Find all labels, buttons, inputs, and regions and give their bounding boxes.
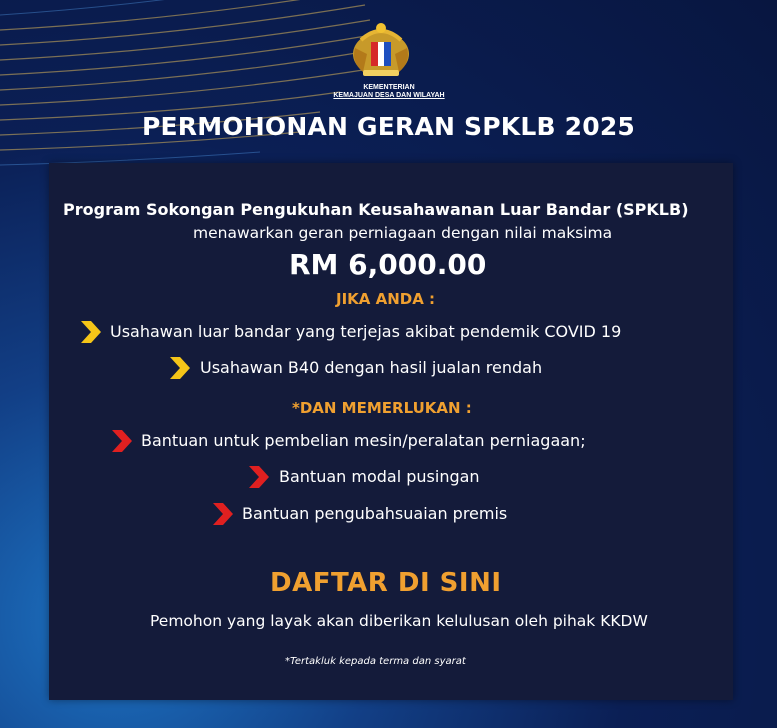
offer-text: menawarkan geran perniagaan dengan nilai maksima: [193, 224, 613, 242]
terms-note: *Tertakluk kepada terma dan syarat: [285, 656, 466, 667]
chevron-right-icon: [247, 466, 271, 488]
program-name: Program Sokongan Pengukuhan Keusahawanan Luar Bandar (SPKLB): [63, 200, 689, 219]
grant-amount: RM 6,000.00: [289, 248, 487, 281]
chevron-right-icon: [168, 357, 192, 379]
needs-item: Bantuan untuk pembelian mesin/peralatan perniagaan;: [141, 431, 586, 450]
eligibility-item: Usahawan B40 dengan hasil jualan rendah: [200, 358, 543, 377]
approval-note: Pemohon yang layak akan diberikan kelulusan oleh pihak KKDW: [150, 612, 648, 630]
ministry-crest-logo: [349, 18, 413, 82]
ministry-line-1: KEMENTERIAN: [363, 84, 415, 91]
needs-item: Bantuan pengubahsuaian premis: [242, 504, 508, 523]
needs-item: Bantuan modal pusingan: [279, 467, 480, 486]
chevron-right-icon: [110, 430, 134, 452]
ministry-line-2: KEMAJUAN DESA DAN WILAYAH: [333, 92, 445, 99]
eligibility-heading: JIKA ANDA :: [336, 290, 436, 308]
eligibility-item: Usahawan luar bandar yang terjejas akibat pendemik COVID 19: [110, 322, 622, 341]
chevron-right-icon: [211, 503, 235, 525]
needs-heading: *DAN MEMERLUKAN :: [292, 399, 472, 417]
register-here-link[interactable]: DAFTAR DI SINI: [270, 568, 502, 598]
page-title: PERMOHONAN GERAN SPKLB 2025: [141, 112, 636, 141]
chevron-right-icon: [79, 321, 103, 343]
ministry-name: [300, 84, 478, 100]
